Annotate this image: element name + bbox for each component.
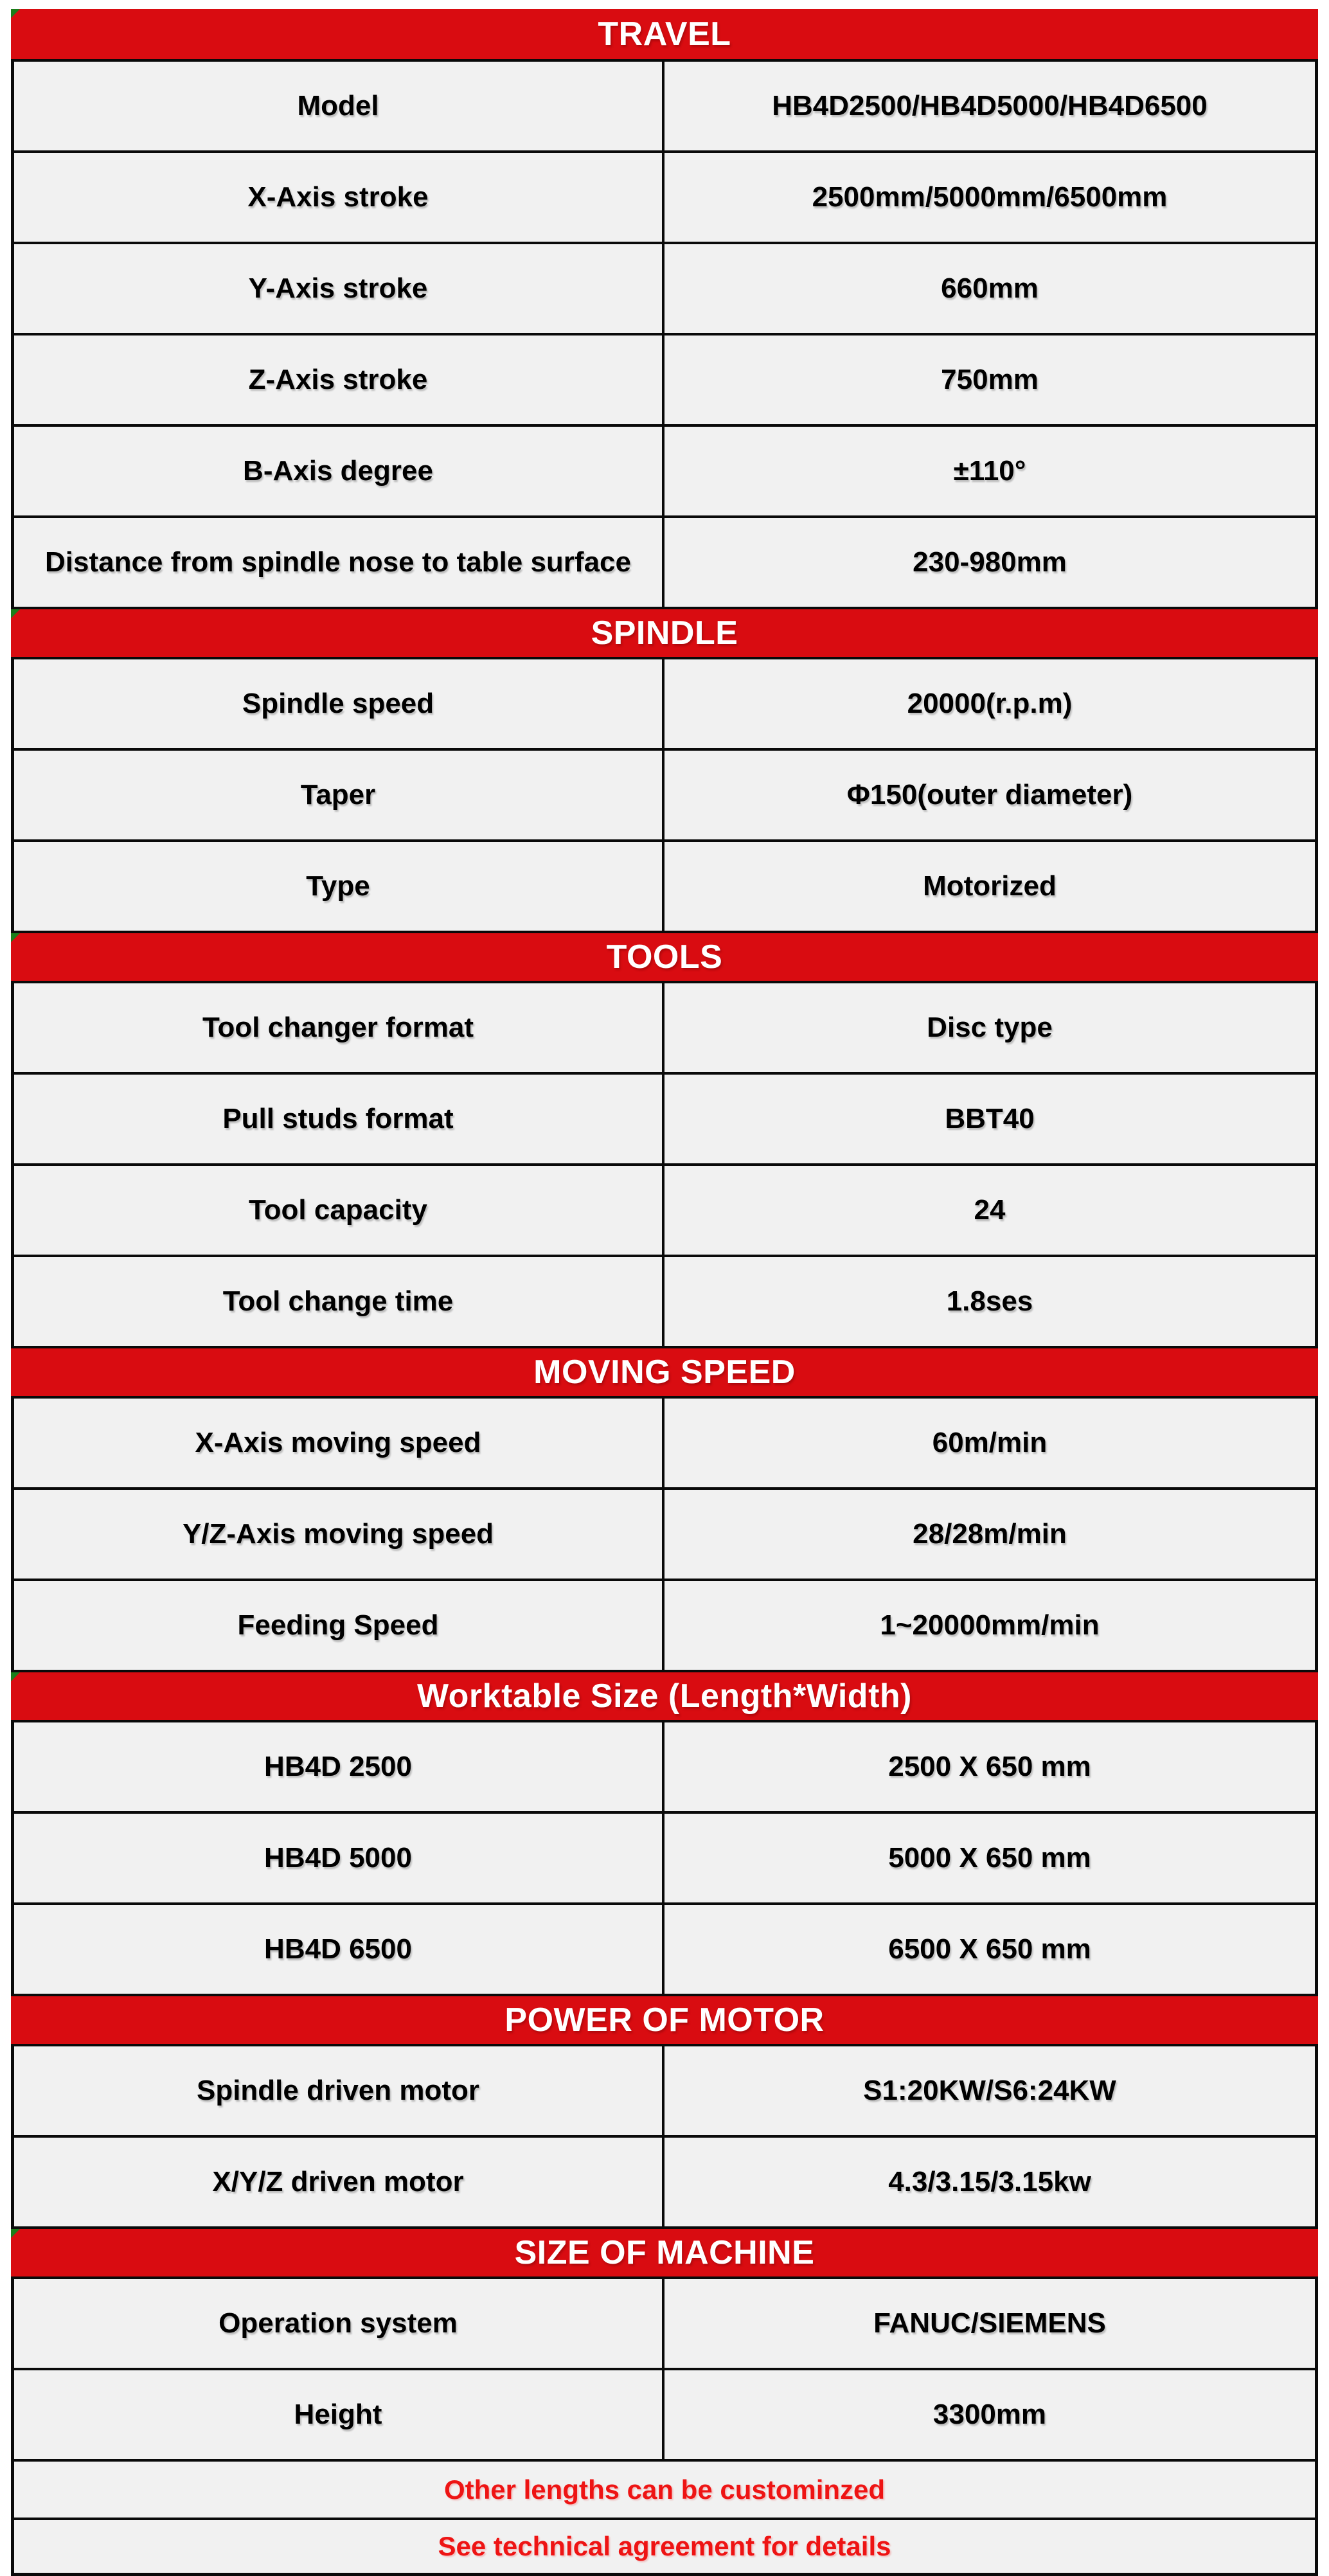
spec-value-text: 28/28m/min	[913, 1518, 1067, 1550]
spec-value-text: 750mm	[941, 364, 1039, 395]
spec-label-cell	[14, 1490, 664, 1579]
section-header-power-of-motor	[11, 1994, 1318, 2044]
spec-row-size-of-machine-1	[11, 2368, 1318, 2459]
spec-value-text: 5000 X 650 mm	[888, 1842, 1091, 1874]
spec-row-travel-0	[11, 59, 1318, 150]
section-title: TRAVEL	[598, 15, 731, 53]
spec-row-spindle-2	[11, 839, 1318, 931]
spec-value-text: 3300mm	[932, 2399, 1047, 2430]
spec-label-text: Distance from spindle nose to table surface	[44, 546, 631, 578]
spec-row-size-of-machine-0	[11, 2276, 1318, 2368]
spec-row-travel-4	[11, 424, 1318, 515]
spec-label-cell	[14, 1399, 664, 1487]
section-title: SIZE OF MACHINE	[514, 2234, 815, 2271]
spec-label-text: Spindle speed	[242, 688, 434, 719]
spec-label-cell	[14, 2046, 664, 2135]
spec-label-cell	[14, 842, 664, 931]
green-corner-marker-icon	[11, 609, 20, 618]
footer-note-0	[11, 2459, 1318, 2518]
spec-value-text: S1:20KW/S6:24KW	[863, 2075, 1116, 2106]
section-title: POWER OF MOTOR	[504, 2001, 825, 2039]
spec-value-text: ±110°	[953, 455, 1026, 487]
spec-value-text: FANUC/SIEMENS	[873, 2307, 1106, 2339]
spec-row-moving-speed-0	[11, 1396, 1318, 1487]
spec-value-cell	[664, 62, 1315, 150]
spec-label-cell	[14, 427, 664, 515]
footer-note-1	[11, 2518, 1318, 2576]
spec-label-cell	[14, 1905, 664, 1994]
spec-row-travel-5	[11, 515, 1318, 607]
spec-value-cell	[664, 1905, 1315, 1994]
spec-row-tools-1	[11, 1072, 1318, 1163]
section-header-travel	[11, 9, 1318, 59]
spec-label-text: Operation system	[219, 2307, 458, 2339]
spec-label-text: B-Axis degree	[243, 455, 433, 487]
spec-label-text: Spindle driven motor	[196, 2075, 480, 2106]
green-corner-marker-icon	[11, 1672, 20, 1681]
spec-value-cell	[664, 335, 1315, 424]
spec-label-cell	[14, 153, 664, 242]
spec-label-text: Height	[294, 2399, 382, 2430]
spec-label-cell	[14, 244, 664, 333]
spec-label-text: Tool changer format	[202, 1012, 474, 1043]
spec-value-text: BBT40	[945, 1103, 1035, 1134]
spec-row-tools-0	[11, 981, 1318, 1072]
spec-row-spindle-1	[11, 748, 1318, 839]
section-header-spindle	[11, 607, 1318, 657]
spec-label-cell	[14, 983, 664, 1072]
spec-value-text: 20000(r.p.m)	[907, 688, 1073, 719]
spec-value-text: Motorized	[923, 870, 1057, 902]
spec-label-cell	[14, 751, 664, 839]
section-title: MOVING SPEED	[533, 1354, 796, 1391]
spec-label-cell	[14, 1075, 664, 1163]
footer-note-text: Other lengths can be custominzed	[443, 2474, 886, 2505]
spec-label-text: Model	[297, 90, 379, 121]
spec-label-text: HB4D 2500	[264, 1751, 412, 1782]
spec-value-text: 230-980mm	[913, 546, 1067, 578]
spec-row-travel-2	[11, 242, 1318, 333]
spec-value-cell	[664, 1075, 1315, 1163]
spec-value-text: 1~20000mm/min	[880, 1609, 1100, 1641]
spec-label-cell	[14, 335, 664, 424]
spec-value-cell	[664, 1581, 1315, 1670]
spec-value-cell	[664, 2046, 1315, 2135]
spec-label-cell	[14, 1814, 664, 1902]
spec-label-cell	[14, 62, 664, 150]
section-title: SPINDLE	[591, 614, 738, 652]
spec-value-cell	[664, 427, 1315, 515]
spec-label-text: Tool capacity	[249, 1194, 427, 1226]
spec-value-cell	[664, 1399, 1315, 1487]
spec-label-cell	[14, 1257, 664, 1346]
spec-value-cell	[664, 983, 1315, 1072]
spec-label-text: X/Y/Z driven motor	[212, 2166, 464, 2197]
spec-row-power-of-motor-0	[11, 2044, 1318, 2135]
spec-label-text: Feeding Speed	[237, 1609, 439, 1641]
spec-label-text: Y-Axis stroke	[248, 273, 428, 304]
spec-value-text: 24	[974, 1194, 1006, 1226]
section-header-tools	[11, 931, 1318, 981]
spec-label-text: HB4D 5000	[264, 1842, 412, 1874]
spec-value-cell	[664, 1814, 1315, 1902]
spec-value-cell	[664, 659, 1315, 748]
spec-label-text: HB4D 6500	[264, 1933, 412, 1965]
spec-row-moving-speed-2	[11, 1579, 1318, 1670]
spec-label-text: Tool change time	[222, 1285, 454, 1317]
spec-label-cell	[14, 2279, 664, 2368]
spec-value-cell	[664, 1490, 1315, 1579]
section-title: TOOLS	[606, 938, 723, 976]
spec-value-text: 2500mm/5000mm/6500mm	[812, 181, 1168, 213]
spec-label-cell	[14, 518, 664, 607]
spec-value-text: 60m/min	[932, 1427, 1048, 1458]
spec-value-text: 2500 X 650 mm	[888, 1751, 1091, 1782]
spec-row-power-of-motor-1	[11, 2135, 1318, 2226]
spec-label-text: Z-Axis stroke	[248, 364, 428, 395]
green-corner-marker-icon	[11, 2229, 20, 2238]
spec-value-text: Φ150(outer diameter)	[846, 779, 1133, 810]
footer-note-text: See technical agreement for details	[438, 2531, 891, 2561]
spec-row-travel-3	[11, 333, 1318, 424]
spec-label-text: Taper	[300, 779, 376, 810]
spec-value-cell	[664, 2138, 1315, 2226]
spec-value-cell	[664, 842, 1315, 931]
section-title: Worktable Size (Length*Width)	[417, 1677, 912, 1715]
spec-value-text: 6500 X 650 mm	[888, 1933, 1091, 1965]
spec-value-cell	[664, 518, 1315, 607]
spec-label-text: X-Axis stroke	[247, 181, 429, 213]
green-corner-marker-icon	[11, 9, 20, 18]
spec-value-cell	[664, 751, 1315, 839]
spec-value-cell	[664, 2370, 1315, 2459]
spec-value-cell	[664, 2279, 1315, 2368]
spec-label-text: X-Axis moving speed	[195, 1427, 481, 1458]
spec-value-text: Disc type	[927, 1012, 1053, 1043]
spec-label-text: Pull studs format	[222, 1103, 454, 1134]
spec-label-cell	[14, 2138, 664, 2226]
section-header-size-of-machine	[11, 2226, 1318, 2276]
spec-row-worktable-size-1	[11, 1811, 1318, 1902]
spec-value-cell	[664, 153, 1315, 242]
spec-label-cell	[14, 1581, 664, 1670]
spec-value-cell	[664, 1257, 1315, 1346]
spec-label-cell	[14, 2370, 664, 2459]
section-header-worktable-size	[11, 1670, 1318, 1720]
spec-value-text: HB4D2500/HB4D5000/HB4D6500	[772, 90, 1208, 121]
spec-label-cell	[14, 1722, 664, 1811]
spec-value-cell	[664, 1166, 1315, 1255]
spec-value-text: 4.3/3.15/3.15kw	[888, 2166, 1091, 2197]
spec-row-spindle-0	[11, 657, 1318, 748]
spec-row-worktable-size-2	[11, 1902, 1318, 1994]
spec-label-cell	[14, 659, 664, 748]
spec-value-text: 660mm	[941, 273, 1039, 304]
spec-value-text: 1.8ses	[946, 1285, 1033, 1317]
spec-row-tools-3	[11, 1255, 1318, 1346]
spec-label-cell	[14, 1166, 664, 1255]
spec-row-tools-2	[11, 1163, 1318, 1255]
spec-label-text: Y/Z-Axis moving speed	[182, 1518, 494, 1550]
spec-label-text: Type	[306, 870, 370, 902]
spec-row-worktable-size-0	[11, 1720, 1318, 1811]
section-header-moving-speed	[11, 1346, 1318, 1396]
spec-row-travel-1	[11, 150, 1318, 242]
machine-spec-table	[11, 9, 1318, 2576]
spec-row-moving-speed-1	[11, 1487, 1318, 1579]
spec-value-cell	[664, 244, 1315, 333]
green-corner-marker-icon	[11, 933, 20, 942]
spec-value-cell	[664, 1722, 1315, 1811]
